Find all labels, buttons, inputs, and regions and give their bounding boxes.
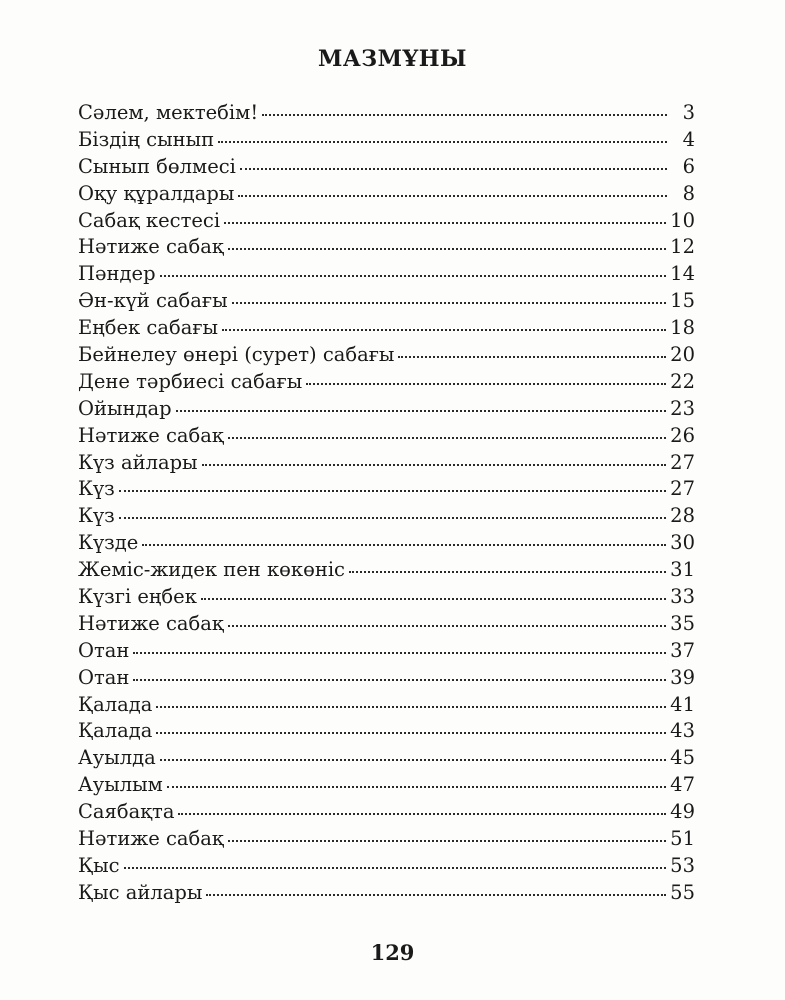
toc-entry-label: Отан [78,638,130,662]
toc-entry-page: 23 [670,396,695,420]
toc-entry [78,100,695,127]
dot-leader [142,543,666,546]
dot-leader [228,839,666,842]
dot-leader [240,167,667,170]
dot-leader [206,893,666,896]
toc-entry-label: Сабақ кестесі [78,208,221,232]
toc-entry [78,369,695,396]
toc-entry-page: 30 [670,531,695,555]
toc-entry-label: Қалада [78,719,153,743]
dot-leader [222,328,666,331]
toc-entry [78,476,695,503]
toc-entry-page: 15 [670,289,695,313]
toc-entry-page: 27 [670,477,695,501]
toc-entry [78,288,695,315]
dot-leader [262,113,667,116]
toc-entry-page: 49 [670,800,695,824]
dot-leader [178,812,666,815]
dot-leader [218,140,667,143]
toc-entry-label: Біздің сынып [78,127,215,151]
toc-entry [78,315,695,342]
dot-leader [156,731,666,734]
toc-entry [78,261,695,288]
toc-entry-label: Күз айлары [78,450,198,474]
toc-entry-label: Ауылда [78,746,156,770]
toc-entry-label: Күз [78,477,115,501]
table-of-contents [78,100,695,907]
toc-entry [78,530,695,557]
toc-entry [78,154,695,181]
toc-entry-page: 22 [670,369,695,393]
toc-entry [78,423,695,450]
toc-entry [78,181,695,208]
toc-entry-label: Қалада [78,692,153,716]
toc-entry-page: 53 [670,853,695,877]
toc-entry [78,692,695,719]
dot-leader [238,194,667,197]
toc-entry [78,557,695,584]
dot-leader [228,624,666,627]
toc-entry [78,745,695,772]
toc-entry-label: Пәндер [78,262,156,286]
toc-entry-page: 14 [670,262,695,286]
dot-leader [160,274,667,277]
toc-entry-page: 12 [670,235,695,259]
toc-entry-label: Жеміс-жидек пен көкөніс [78,558,345,582]
toc-entry-page: 51 [670,827,695,851]
toc-entry-page: 3 [682,101,695,124]
toc-entry-page: 8 [682,181,695,205]
toc-entry-page: 43 [670,719,695,743]
toc-entry-label: Дене тәрбиесі сабағы [78,369,303,393]
toc-entry-page: 31 [670,558,695,582]
dot-leader [228,247,666,250]
toc-entry-label: Нәтиже сабақ [78,235,224,259]
dot-leader [167,785,666,788]
dot-leader [232,301,667,304]
toc-entry-page: 18 [670,316,695,340]
dot-leader [124,866,667,869]
toc-entry-page: 37 [670,638,695,662]
dot-leader [202,463,667,466]
toc-entry [78,799,695,826]
toc-entry-label: Бейнелеу өнері (сурет) сабағы [78,343,395,367]
toc-entry-page: 35 [670,611,695,635]
toc-entry-page: 47 [670,773,695,797]
dot-leader [119,489,666,492]
toc-entry-label: Қыс [78,853,120,877]
toc-entry-page: 20 [670,343,695,367]
toc-entry [78,503,695,530]
toc-entry-label: Нәтиже сабақ [78,827,224,851]
toc-entry-label: Отан [78,665,130,689]
dot-leader [306,382,666,385]
toc-entry-page: 6 [682,154,695,178]
toc-entry [78,450,695,477]
dot-leader [228,436,666,439]
toc-entry-label: Күз [78,504,115,528]
toc-entry-label: Ойындар [78,396,172,420]
toc-entry-page: 55 [670,880,695,904]
toc-entry-label: Нәтиже сабақ [78,611,224,635]
dot-leader [133,678,666,681]
dot-leader [119,516,666,519]
toc-entry [78,584,695,611]
toc-entry [78,611,695,638]
dot-leader [349,570,666,573]
toc-entry-label: Сынып бөлмесі [78,154,236,178]
dot-leader [176,409,667,412]
toc-entry [78,638,695,665]
dot-leader [156,705,666,708]
toc-entry-page: 45 [670,746,695,770]
toc-entry-label: Ауылым [78,773,163,797]
toc-entry-page: 26 [670,423,695,447]
toc-entry [78,234,695,261]
toc-entry-label: Күзде [78,531,139,555]
toc-entry-label: Саябақта [78,800,175,824]
toc-entry [78,853,695,880]
dot-leader [160,758,666,761]
toc-entry-label: Қыс айлары [78,880,203,904]
toc-entry-label: Еңбек сабағы [78,316,219,340]
toc-entry-page: 28 [670,504,695,528]
toc-entry-page: 33 [670,585,695,609]
dot-leader [133,651,666,654]
toc-entry-page: 27 [670,450,695,474]
page-title: МАЗМҰНЫ [318,46,467,72]
toc-entry-label: Оқу құралдары [78,181,235,205]
dot-leader [398,355,666,358]
toc-entry-label: Ән-күй сабағы [78,289,228,313]
dot-leader [224,221,666,224]
toc-entry-page: 10 [670,208,695,232]
toc-entry [78,208,695,235]
toc-entry-label: Нәтиже сабақ [78,423,224,447]
toc-entry [78,826,695,853]
toc-entry-page: 4 [682,127,695,151]
toc-entry [78,772,695,799]
page-number: 129 [370,940,415,965]
toc-entry-label: Сәлем, мектебім! [78,101,259,124]
toc-entry [78,127,695,154]
toc-entry [78,396,695,423]
toc-entry [78,665,695,692]
dot-leader [201,597,666,600]
toc-entry-page: 41 [670,692,695,716]
toc-entry-page: 39 [670,665,695,689]
toc-entry [78,342,695,369]
toc-entry [78,880,695,907]
toc-entry-label: Күзгі еңбек [78,585,197,609]
toc-entry [78,718,695,745]
